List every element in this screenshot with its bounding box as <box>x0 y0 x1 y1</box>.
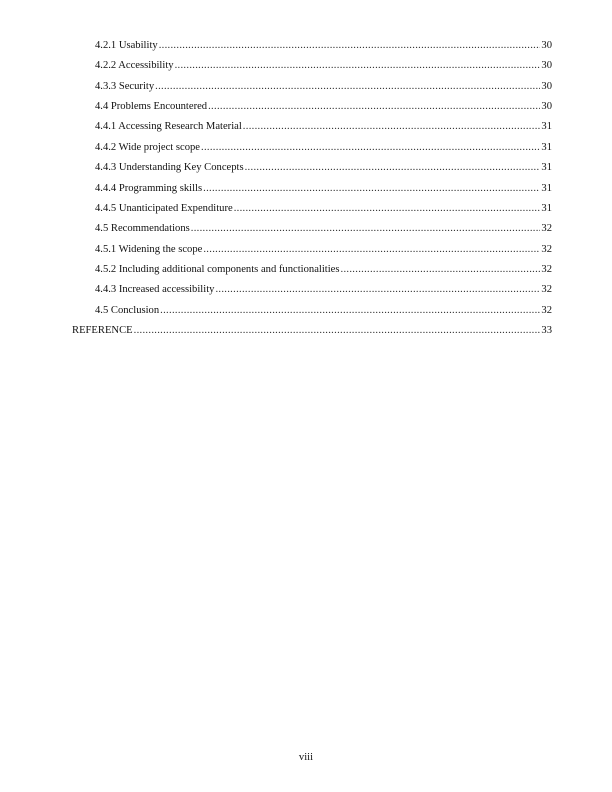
toc-entry-page: 32 <box>541 304 552 316</box>
toc-entry-label: 4.5.1 Widening the scope <box>95 243 203 255</box>
toc-entry-label: 4.2.1 Usability <box>95 40 158 51</box>
dot-leader <box>201 140 540 156</box>
toc-entry-page: 31 <box>541 182 552 194</box>
toc-entry-label: 4.5 Recommendations <box>95 223 190 235</box>
dot-leader <box>215 282 540 298</box>
dot-leader <box>203 242 540 258</box>
toc-entry-page: 30 <box>541 101 552 113</box>
toc-entry-label: 4.4.5 Unanticipated Expenditure <box>95 202 233 214</box>
toc-entry-label: 4.2.2 Accessibility <box>95 60 174 72</box>
dot-leader <box>191 221 541 237</box>
toc-entry-page: 32 <box>541 284 552 296</box>
dot-leader <box>243 119 541 135</box>
toc-entry-label: REFERENCE <box>72 325 133 337</box>
dot-leader <box>208 99 540 115</box>
toc-entry-label: 4.3.3 Security <box>95 80 155 92</box>
toc-entry-label: 4.5.2 Including additional components and functionalities <box>95 263 340 275</box>
toc-entry[interactable] <box>72 181 552 201</box>
toc-entry[interactable] <box>72 262 552 282</box>
dot-leader <box>234 201 541 217</box>
toc-entry[interactable] <box>72 119 552 139</box>
toc-entry[interactable] <box>72 282 552 302</box>
toc-entry-label: 4.4.3 Increased accessibility <box>95 284 215 296</box>
toc-entry[interactable] <box>72 38 552 58</box>
dot-leader <box>159 38 541 54</box>
toc-entry-page: 31 <box>541 202 552 214</box>
dot-leader <box>341 262 541 278</box>
toc-entry[interactable] <box>72 140 552 160</box>
toc-entry[interactable] <box>72 160 552 180</box>
toc-entry-page: 31 <box>541 121 552 133</box>
toc-entry[interactable] <box>72 242 552 262</box>
toc-entry[interactable] <box>72 323 552 343</box>
toc-entry-label: 4.4.1 Accessing Research Material <box>95 121 242 133</box>
toc-entry-page: 30 <box>541 40 552 51</box>
page-number: viii <box>298 752 314 763</box>
dot-leader <box>134 323 541 339</box>
toc-entry-page: 31 <box>541 141 552 153</box>
toc-entry-label: 4.4 Problems Encountered <box>95 101 208 113</box>
dot-leader <box>160 303 540 319</box>
toc-entry-label: 4.4.4 Programming skills <box>95 182 203 194</box>
toc-entry[interactable] <box>72 99 552 119</box>
toc-entry-page: 30 <box>541 60 552 72</box>
toc-entry-page: 32 <box>541 263 552 275</box>
toc-entry[interactable] <box>72 79 552 99</box>
toc-entry-page: 32 <box>541 223 552 235</box>
toc-entry[interactable] <box>72 201 552 221</box>
toc-entry[interactable] <box>72 221 552 241</box>
dot-leader <box>155 79 540 95</box>
toc-entry-page: 30 <box>541 80 552 92</box>
toc-entry-page: 31 <box>541 162 552 174</box>
dot-leader <box>203 181 540 197</box>
toc-entry[interactable] <box>72 58 552 78</box>
toc-entry[interactable] <box>72 303 552 323</box>
toc-entry-page: 32 <box>541 243 552 255</box>
toc-entry-page: 33 <box>541 325 552 337</box>
dot-leader <box>245 160 541 176</box>
dot-leader <box>175 58 541 74</box>
toc-entry-label: 4.5 Conclusion <box>95 304 160 316</box>
toc-entry-label: 4.4.2 Wide project scope <box>95 141 200 153</box>
toc-entry-label: 4.4.3 Understanding Key Concepts <box>95 162 244 174</box>
table-of-contents <box>72 38 552 343</box>
